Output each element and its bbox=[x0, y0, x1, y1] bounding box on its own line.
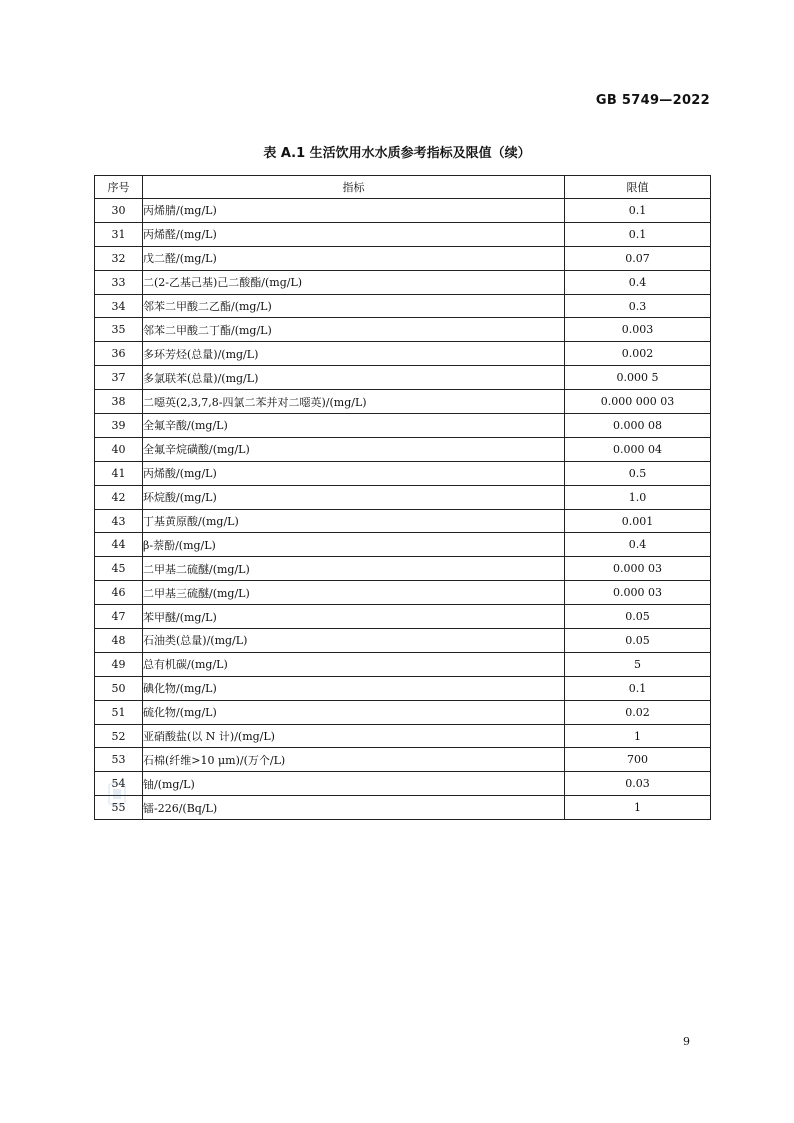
reference-indicator-table bbox=[94, 175, 711, 820]
table-row bbox=[95, 270, 711, 294]
table-row bbox=[95, 652, 711, 676]
row-limit: 0.5 bbox=[565, 461, 711, 485]
page-number: 9 bbox=[683, 1035, 690, 1048]
table-row bbox=[95, 390, 711, 414]
row-indicator: 邻苯二甲酸二丁酯/(mg/L) bbox=[143, 318, 565, 342]
row-number: 38 bbox=[95, 390, 143, 414]
column-header-indicator: 指标 bbox=[143, 176, 565, 199]
row-limit: 0.02 bbox=[565, 700, 711, 724]
row-indicator: 石棉(纤维>10 μm)/(万个/L) bbox=[143, 748, 565, 772]
row-number: 42 bbox=[95, 485, 143, 509]
row-number: 32 bbox=[95, 246, 143, 270]
row-number: 34 bbox=[95, 294, 143, 318]
row-indicator: 环烷酸/(mg/L) bbox=[143, 485, 565, 509]
row-number: 40 bbox=[95, 437, 143, 461]
row-indicator: 硫化物/(mg/L) bbox=[143, 700, 565, 724]
table-row bbox=[95, 676, 711, 700]
table-row bbox=[95, 342, 711, 366]
column-header-limit: 限值 bbox=[565, 176, 711, 199]
row-indicator: 丙烯醛/(mg/L) bbox=[143, 222, 565, 246]
row-limit: 0.000 08 bbox=[565, 414, 711, 438]
row-indicator: β-萘酚/(mg/L) bbox=[143, 533, 565, 557]
row-indicator: 镭-226/(Bq/L) bbox=[143, 796, 565, 820]
row-limit: 0.05 bbox=[565, 605, 711, 629]
table-row bbox=[95, 294, 711, 318]
row-number: 43 bbox=[95, 509, 143, 533]
row-limit: 1 bbox=[565, 724, 711, 748]
table-row bbox=[95, 509, 711, 533]
row-indicator: 多环芳烃(总量)/(mg/L) bbox=[143, 342, 565, 366]
row-limit: 0.05 bbox=[565, 629, 711, 653]
row-number: 44 bbox=[95, 533, 143, 557]
row-number: 53 bbox=[95, 748, 143, 772]
row-limit: 0.001 bbox=[565, 509, 711, 533]
row-number: 45 bbox=[95, 557, 143, 581]
table-row bbox=[95, 461, 711, 485]
row-limit: 0.03 bbox=[565, 772, 711, 796]
row-indicator: 丁基黄原酸/(mg/L) bbox=[143, 509, 565, 533]
row-limit: 0.000 04 bbox=[565, 437, 711, 461]
table-row bbox=[95, 605, 711, 629]
row-indicator: 碘化物/(mg/L) bbox=[143, 676, 565, 700]
table-row bbox=[95, 700, 711, 724]
row-indicator: 苯甲醚/(mg/L) bbox=[143, 605, 565, 629]
table-row bbox=[95, 581, 711, 605]
row-limit: 0.4 bbox=[565, 533, 711, 557]
row-limit: 5 bbox=[565, 652, 711, 676]
row-indicator: 铀/(mg/L) bbox=[143, 772, 565, 796]
row-number: 39 bbox=[95, 414, 143, 438]
row-number: 33 bbox=[95, 270, 143, 294]
table-row bbox=[95, 437, 711, 461]
table-row bbox=[95, 796, 711, 820]
table-row bbox=[95, 414, 711, 438]
row-number: 35 bbox=[95, 318, 143, 342]
table-row bbox=[95, 366, 711, 390]
row-limit: 0.1 bbox=[565, 222, 711, 246]
row-number: 46 bbox=[95, 581, 143, 605]
row-limit: 1.0 bbox=[565, 485, 711, 509]
row-limit: 0.4 bbox=[565, 270, 711, 294]
row-number: 30 bbox=[95, 199, 143, 223]
row-number: 36 bbox=[95, 342, 143, 366]
row-limit: 0.002 bbox=[565, 342, 711, 366]
row-indicator: 戊二醛/(mg/L) bbox=[143, 246, 565, 270]
row-limit: 0.000 5 bbox=[565, 366, 711, 390]
row-indicator: 全氟辛烷磺酸/(mg/L) bbox=[143, 437, 565, 461]
row-limit: 0.1 bbox=[565, 199, 711, 223]
table-row bbox=[95, 246, 711, 270]
row-number: 52 bbox=[95, 724, 143, 748]
row-indicator: 二甲基三硫醚/(mg/L) bbox=[143, 581, 565, 605]
row-number: 50 bbox=[95, 676, 143, 700]
table-row bbox=[95, 772, 711, 796]
row-indicator: 二噁英(2,3,7,8-四氯二苯并对二噁英)/(mg/L) bbox=[143, 390, 565, 414]
row-indicator: 总有机碳/(mg/L) bbox=[143, 652, 565, 676]
table-row bbox=[95, 724, 711, 748]
row-indicator: 丙烯酸/(mg/L) bbox=[143, 461, 565, 485]
row-limit: 1 bbox=[565, 796, 711, 820]
table-row bbox=[95, 318, 711, 342]
row-number: 55 bbox=[95, 796, 143, 820]
row-limit: 0.07 bbox=[565, 246, 711, 270]
row-limit: 0.000 03 bbox=[565, 581, 711, 605]
row-indicator: 邻苯二甲酸二乙酯/(mg/L) bbox=[143, 294, 565, 318]
row-number: 51 bbox=[95, 700, 143, 724]
table-row bbox=[95, 533, 711, 557]
row-limit: 0.000 03 bbox=[565, 557, 711, 581]
row-number: 54 bbox=[95, 772, 143, 796]
table-row bbox=[95, 748, 711, 772]
row-number: 49 bbox=[95, 652, 143, 676]
row-limit: 0.003 bbox=[565, 318, 711, 342]
row-number: 47 bbox=[95, 605, 143, 629]
row-limit: 0.3 bbox=[565, 294, 711, 318]
table-row bbox=[95, 222, 711, 246]
table-row bbox=[95, 485, 711, 509]
watermark-stamp-icon bbox=[108, 783, 126, 805]
row-indicator: 丙烯腈/(mg/L) bbox=[143, 199, 565, 223]
table-header-row bbox=[95, 176, 711, 199]
row-indicator: 石油类(总量)/(mg/L) bbox=[143, 629, 565, 653]
column-header-number: 序号 bbox=[95, 176, 143, 199]
row-indicator: 全氟辛酸/(mg/L) bbox=[143, 414, 565, 438]
row-number: 37 bbox=[95, 366, 143, 390]
table-row bbox=[95, 629, 711, 653]
row-number: 48 bbox=[95, 629, 143, 653]
table-row bbox=[95, 557, 711, 581]
row-indicator: 多氯联苯(总量)/(mg/L) bbox=[143, 366, 565, 390]
standard-code: GB 5749—2022 bbox=[595, 93, 710, 108]
row-limit: 0.1 bbox=[565, 676, 711, 700]
row-limit: 0.000 000 03 bbox=[565, 390, 711, 414]
table-row bbox=[95, 199, 711, 223]
row-indicator: 二甲基二硫醚/(mg/L) bbox=[143, 557, 565, 581]
table-caption: 表 A.1 生活饮用水水质参考指标及限值（续） bbox=[263, 146, 531, 161]
row-indicator: 亚硝酸盐(以 N 计)/(mg/L) bbox=[143, 724, 565, 748]
row-number: 41 bbox=[95, 461, 143, 485]
row-number: 31 bbox=[95, 222, 143, 246]
row-indicator: 二(2-乙基己基)己二酸酯/(mg/L) bbox=[143, 270, 565, 294]
row-limit: 700 bbox=[565, 748, 711, 772]
